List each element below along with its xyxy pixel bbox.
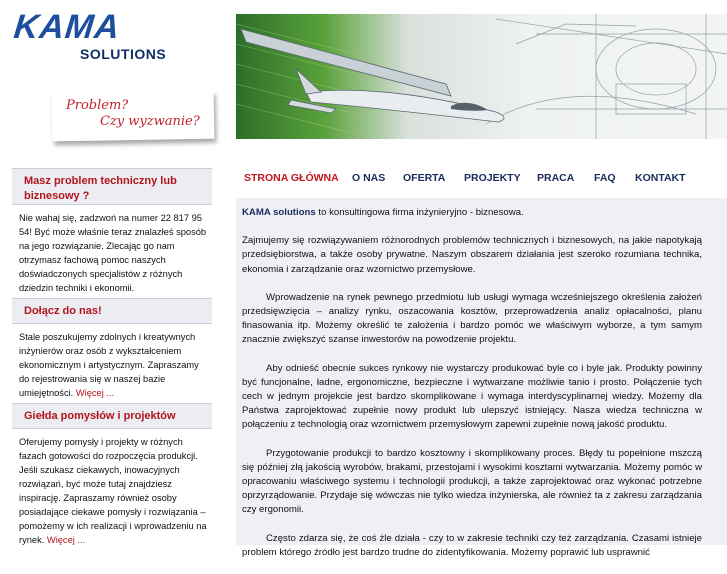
nav-item-home[interactable]: STRONA GŁÓWNA bbox=[244, 172, 339, 184]
paragraph-2: Wprowadzenie na rynek pewnego przedmiotu lub usługi wymaga wcześniejszego określenia założeń przedsięwzięcia – analizy rynku, oszacowania kosztów, przeprowadzenia analiz opłacalności, planu finasowania itp. Możemy określić te założenia i bardzo pomóc we właściwym wyborze, a tym samym znacznie zwiększyć szanse inwestorów na powodzenie projektu. bbox=[242, 291, 702, 346]
paragraph-1: Zajmujemy się rozwiązywaniem różnorodnych problemów technicznych i biznesowych, na jakie napotykają przedsiębiorstwa, a także osoby prywatne. Naszym obszarem działania jest szeroko rozumiana technika, ekonomia i zarządzanie oraz wzornictwo przemysłowe. bbox=[242, 235, 702, 275]
sidebar-box-join-text bbox=[12, 324, 212, 397]
nav-item-contact[interactable]: KONTAKT bbox=[635, 172, 686, 184]
nav-item-jobs[interactable]: PRACA bbox=[537, 172, 575, 184]
sidebar-box-problem-title: Masz problem techniczny lub biznesowy ? bbox=[12, 168, 212, 205]
main-nav bbox=[236, 165, 727, 193]
article bbox=[242, 206, 702, 574]
sidebar bbox=[12, 168, 212, 545]
tagline-problem: Problem? bbox=[66, 98, 129, 113]
paragraph-5: Często zdarza się, że coś źle działa - czy to w zakresie techniki czy też zarządzania. Czasami istnieje problem którego źródło jest bardzo trudne do zidentyfikowania. Możemy poprawić lub usprawnić bbox=[242, 532, 702, 558]
glider-illustration bbox=[236, 14, 727, 139]
nav-item-about[interactable]: O NAS bbox=[352, 172, 386, 184]
sidebar-box-join-title: Dołącz do nas! bbox=[12, 298, 212, 324]
logo[interactable] bbox=[0, 0, 222, 165]
header bbox=[0, 0, 727, 165]
tagline-challenge: Czy wyzwanie? bbox=[100, 114, 200, 129]
sidebar-box-join-body: Stale poszukujemy zdolnych i kreatywnych inżynierów oraz osób z wykształceniem ekonomicznym i artystycznym. Zapraszamy do rejestrowania się w naszej bazie umiejętności. bbox=[19, 332, 199, 398]
logo-subtitle: SOLUTIONS bbox=[80, 46, 167, 62]
sidebar-box-ideas-title: Giełda pomysłów i projektów bbox=[12, 403, 212, 429]
join-more-link[interactable]: Więcej ... bbox=[75, 388, 115, 398]
nav-item-projects[interactable]: PROJEKTY bbox=[464, 172, 521, 184]
nav-item-offer[interactable]: OFERTA bbox=[403, 172, 446, 184]
logo-brand: KAMA bbox=[12, 8, 123, 46]
paragraph-3: Aby odnieść obecnie sukces rynkowy nie wystarczy produkować byle co i byle jak. Produkty powinny być funcjonalne, ładne, ergonomiczne, bezpieczne i wytwarzane możliwie tanio i prosto. Połączenie tych cech w jednym projekcie jest bardzo skomplikowane i wymaga interdyscyplinarnej wiedzy. Możemy dla Państwa zaprojektować zupełnie nowy produkt lub ulepszyć istniejący. Nasza wiedza techniczna w połączeniu z technologią oraz wzornictwem przemysłowym zapewni zupełnie nową jakość produktu. bbox=[242, 362, 702, 431]
sidebar-box-ideas-body: Oferujemy pomysły i projekty w różnych fazach gotowości do rozpoczęcia produkcji. Jeśli szukasz ciekawych, inowacyjnych rozwiązań, być może tutaj znajdziesz inspirację. Zapraszamy również osoby posiadające ciekawe pomysły i rozwiązania – pomożemy w ich realizacji i wprowadzeniu na rynek. bbox=[19, 437, 207, 545]
main-content bbox=[236, 198, 727, 558]
nav-item-faq[interactable]: FAQ bbox=[594, 172, 616, 184]
intro-text: to konsultingowa firma inżynieryjno - biznesowa. bbox=[315, 207, 524, 218]
ideas-more-link[interactable]: Więcej ... bbox=[46, 535, 86, 545]
hero-banner-image bbox=[236, 14, 727, 139]
intro-paragraph bbox=[242, 206, 702, 220]
sidebar-box-ideas-text bbox=[12, 429, 212, 545]
paragraph-4: Przygotowanie produkcji to bardzo kosztowny i skomplikowany proces. Błędy tu popełnione mszczą się później złą jakością wyrobów, brakami, przestojami i wysokimi kosztami wytwarzania. Możemy pomóc w opracowaniu właściwego systemu i technologii produkcji, a także zaprojektować oraz wykonać potrzebne oprzyrządowanie. Przydaje się wówczas nie tylko wiedza inżynierska, ale również ta z zakresu zarządzania czy ergonomii. bbox=[242, 447, 702, 516]
sidebar-box-problem-text: Nie wahaj się, zadzwoń na numer 22 817 95 54! Być może właśnie teraz znalazłeś sposób na jego rozwiązanie. Zlecając go nam otrzymasz fachową pomoc naszych doświadczonych specjalistów z różnych dziedzin techniki i ekonomii. bbox=[12, 205, 212, 294]
intro-brand: KAMA solutions bbox=[242, 207, 316, 218]
